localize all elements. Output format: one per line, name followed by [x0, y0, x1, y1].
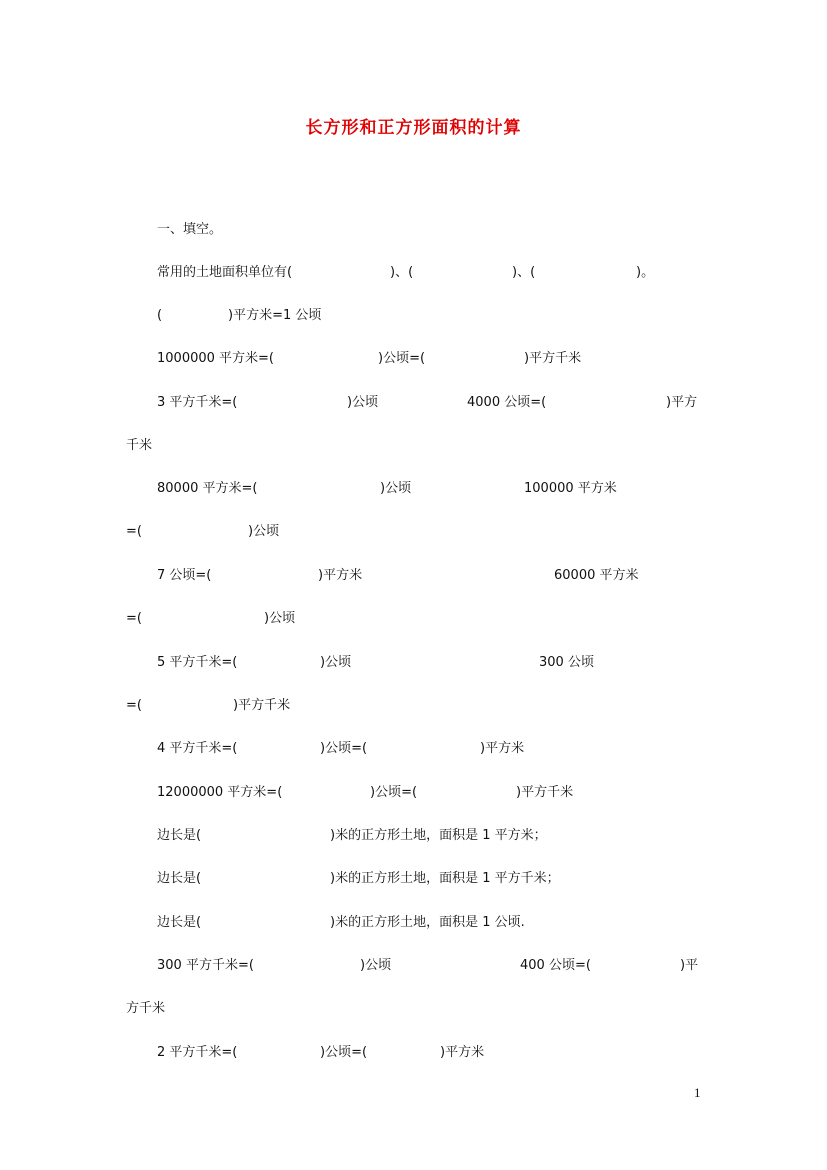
question-text: 2 平方千米=(: [157, 1045, 238, 1060]
document-title: 长方形和正方形面积的计算: [305, 118, 522, 138]
question-text: )公顷: [347, 395, 379, 410]
question-text: 12000000 平方米=(: [157, 785, 283, 800]
question-text: )公顷: [320, 655, 352, 670]
page-number: 1: [694, 1085, 701, 1100]
question-text: 7 公顷=(: [157, 568, 212, 583]
question-text: 4000 公顷=(: [467, 395, 547, 410]
question-text: 边长是(: [157, 871, 202, 886]
question-text: )公顷: [380, 481, 412, 496]
question-text: 300 公顷: [539, 655, 594, 670]
question-text: )、(: [512, 265, 536, 280]
question-text: )平: [680, 958, 699, 973]
question-text: )公顷=(: [378, 351, 426, 366]
question-text: )平方米: [318, 568, 363, 583]
question-text: (: [157, 308, 163, 323]
question-text: )平方米: [480, 741, 525, 756]
question-text: )平方: [666, 395, 698, 410]
question-text: 400 公顷=(: [520, 958, 591, 973]
question-text: )米的正方形土地，面积是 1 公顷.: [330, 915, 525, 930]
question-text: 3 平方千米=(: [157, 395, 238, 410]
question-text: )公顷: [264, 611, 296, 626]
question-text: 80000 平方米=(: [157, 481, 258, 496]
question-text: 5 平方千米=(: [157, 655, 238, 670]
question-text: )米的正方形土地，面积是 1 平方米；: [330, 828, 547, 843]
question-text: )米的正方形土地，面积是 1 平方千米；: [330, 871, 560, 886]
section-heading: 一、填空。: [157, 222, 223, 237]
question-text: )公顷: [360, 958, 392, 973]
question-text: 边长是(: [157, 915, 202, 930]
question-text: )公顷: [248, 524, 280, 539]
question-text: 千米: [126, 438, 153, 453]
question-text: )平方千米: [516, 785, 574, 800]
question-text: =(: [126, 524, 142, 539]
question-text: 方千米: [126, 1001, 166, 1016]
question-text: 4 平方千米=(: [157, 741, 238, 756]
question-text: )公顷=(: [320, 741, 368, 756]
question-text: )。: [636, 265, 655, 280]
question-text: 1000000 平方米=(: [157, 351, 274, 366]
question-text: )平方千米: [524, 351, 582, 366]
question-text: )、(: [390, 265, 414, 280]
question-text: 300 平方千米=(: [157, 958, 254, 973]
question-text: 边长是(: [157, 828, 202, 843]
question-text: )平方米: [440, 1045, 485, 1060]
question-text: )公顷=(: [320, 1045, 368, 1060]
question-text: )平方米=1 公顷: [228, 308, 322, 323]
question-text: =(: [126, 698, 142, 713]
question-text: 60000 平方米: [554, 568, 639, 583]
question-text: 常用的土地面积单位有(: [157, 265, 293, 280]
question-text: )公顷=(: [370, 785, 418, 800]
question-text: 100000 平方米: [524, 481, 617, 496]
question-text: )平方千米: [233, 698, 291, 713]
question-text: =(: [126, 611, 142, 626]
